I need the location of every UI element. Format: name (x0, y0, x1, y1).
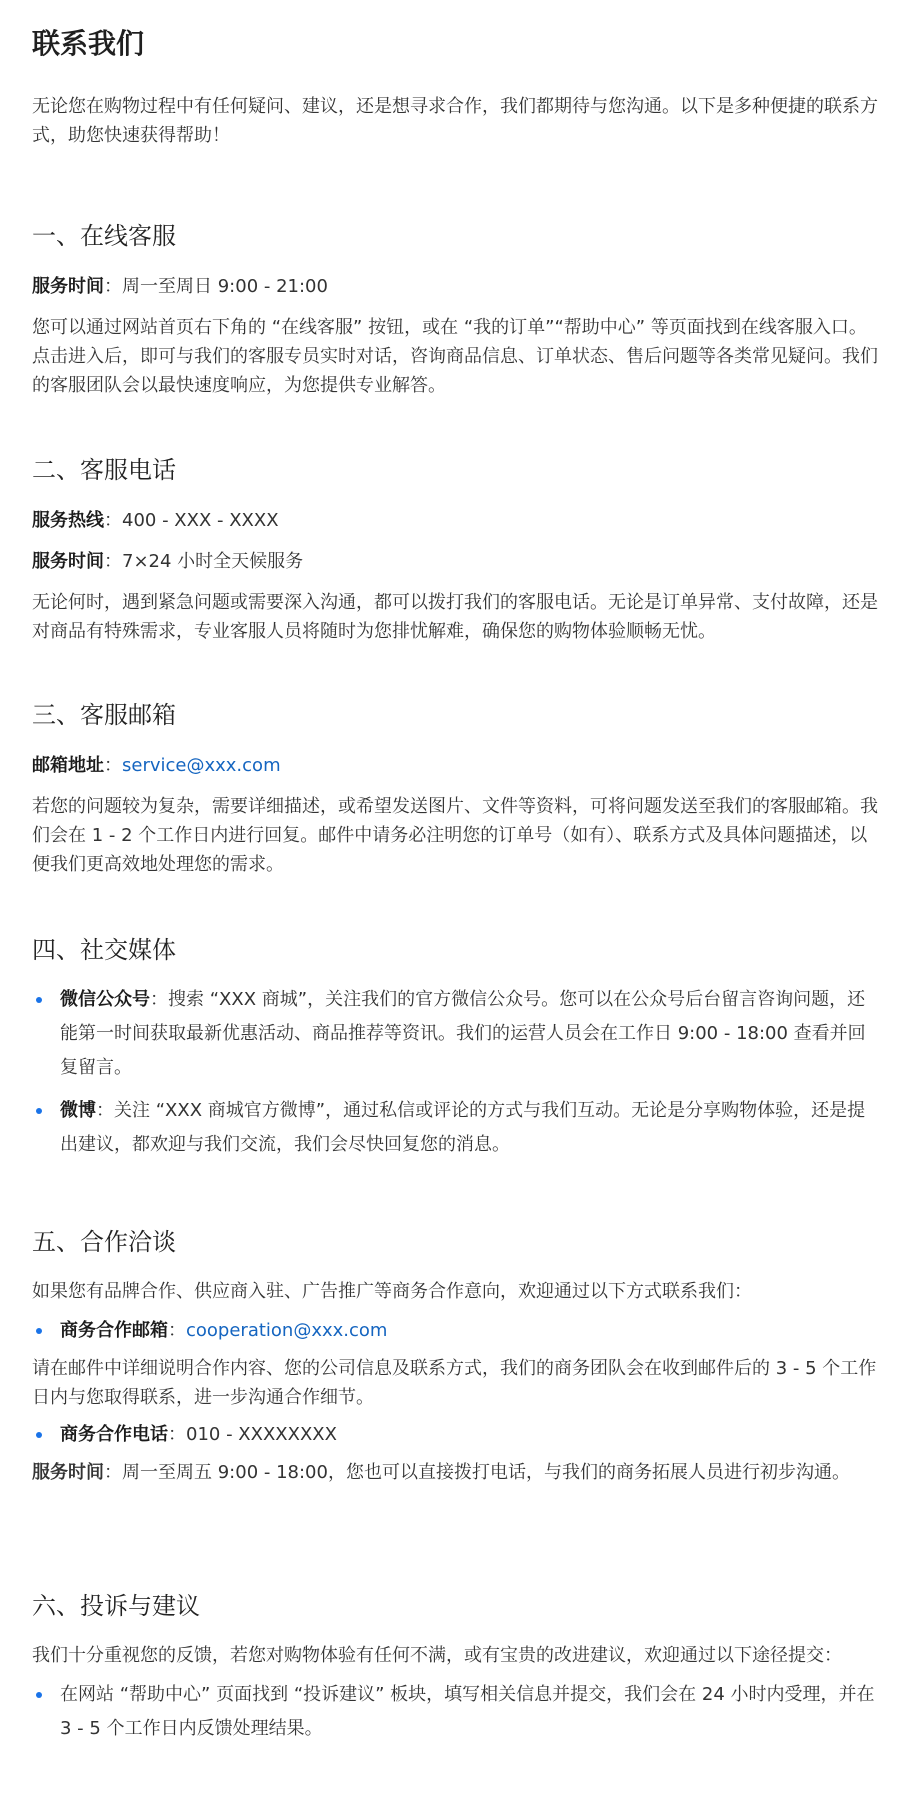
online-hours (32, 272, 880, 301)
wechat-label: 微信公众号 (60, 989, 150, 1010)
section-heading: 一、在线客服 (32, 222, 176, 250)
section-heading: 二、客服电话 (32, 456, 176, 484)
weibo-text: ：关注 “XXX 商城官方微博”，通过私信或评论的方式与我们互动。无论是分享购物体验，还是提出建议，都欢迎与我们交流，我们会尽快回复您的消息。 (60, 1100, 866, 1155)
list-item-complaint: 在网站 “帮助中心” 页面找到 “投诉建议” 板块，填写相关信息并提交，我们会在 24 小时内受理，并在 3 - 5 个工作日内反馈处理结果。 (32, 1678, 880, 1746)
list-item-coop-email (32, 1314, 880, 1348)
phone-hours (32, 547, 880, 576)
coop-phone-list (32, 1418, 880, 1452)
complaint-section (32, 1586, 880, 1746)
complaint-intro: 我们十分重视您的反馈，若您对购物体验有任何不满，或有宝贵的改进建议，欢迎通过以下途径提交： (32, 1645, 842, 1666)
coop-hours (32, 1458, 880, 1487)
coop-hours-label: 服务时间 (32, 1462, 104, 1483)
email-sep: ： (104, 755, 122, 776)
coop-email-link[interactable]: cooperation@xxx.com (186, 1320, 388, 1341)
coop-intro: 如果您有品牌合作、供应商入驻、广告推广等商务合作意向，欢迎通过以下方式联系我们： (32, 1281, 752, 1302)
coop-email-label: 商务合作邮箱 (60, 1320, 168, 1341)
email-row (32, 751, 880, 780)
list-item-weibo (32, 1094, 880, 1162)
weibo-label: 微博 (60, 1100, 96, 1121)
coop-phone-label: 商务合作电话 (60, 1424, 168, 1445)
hours-label: 服务时间 (32, 276, 104, 297)
cooperation-section (32, 1222, 880, 1487)
list-item-wechat (32, 983, 880, 1085)
complaint-list (32, 1678, 880, 1746)
hours-value: ：7×24 小时全天候服务 (104, 551, 304, 572)
intro-paragraph: 无论您在购物过程中有任何疑问、建议，还是想寻求合作，我们都期待与您沟通。以下是多种便捷的联系方式，助您快速获得帮助！ (32, 96, 878, 146)
section-heading: 三、客服邮箱 (32, 701, 176, 729)
hours-value: ：周一至周日 9:00 - 21:00 (104, 276, 328, 297)
email-description: 若您的问题较为复杂，需要详细描述，或希望发送图片、文件等资料，可将问题发送至我们的客服邮箱。我们会在 1 - 2 个工作日内进行回复。邮件中请务必注明您的订单号（如有）、联系方式及具体问题描述，以便我们更高效地处理您的需求。 (32, 796, 878, 875)
coop-email-sep: ： (168, 1320, 186, 1341)
hotline-label: 服务热线 (32, 510, 104, 531)
online-description: 您可以通过网站首页右下角的 “在线客服” 按钮，或在 “我的订单”“帮助中心” 等页面找到在线客服入口。点击进入后，即可与我们的客服专员实时对话，咨询商品信息、订单状态、售后问题等各类常见疑问。我们的客服团队会以最快速度响应，为您提供专业解答。 (32, 317, 878, 396)
wechat-text: ：搜索 “XXX 商城”，关注我们的官方微信公众号。您可以在公众号后台留言咨询问题，还能第一时间获取最新优惠活动、商品推荐等资讯。我们的运营人员会在工作日 9:00 - 18:00 查看并回复留言。 (60, 989, 866, 1078)
list-item-coop-phone (32, 1418, 880, 1452)
email-section (32, 695, 880, 879)
hotline-value: ：400 - XXX - XXXX (104, 510, 279, 531)
email-link[interactable]: service@xxx.com (122, 755, 281, 776)
coop-phone-value: ：010 - XXXXXXXX (168, 1424, 337, 1445)
social-list (32, 983, 880, 1162)
section-heading: 五、合作洽谈 (32, 1228, 176, 1256)
section-heading: 四、社交媒体 (32, 936, 176, 964)
phone-description: 无论何时，遇到紧急问题或需要深入沟通，都可以拨打我们的客服电话。无论是订单异常、支付故障，还是对商品有特殊需求，专业客服人员将随时为您排忧解难，确保您的购物体验顺畅无忧。 (32, 592, 878, 642)
social-section (32, 930, 880, 1162)
hotline (32, 506, 880, 535)
page-title: 联系我们 (32, 27, 145, 60)
phone-section (32, 450, 880, 646)
coop-email-list (32, 1314, 880, 1348)
hours-label: 服务时间 (32, 551, 104, 572)
section-heading: 六、投诉与建议 (32, 1592, 200, 1620)
intro-section (32, 92, 880, 150)
coop-hours-value: ：周一至周五 9:00 - 18:00，您也可以直接拨打电话，与我们的商务拓展人员进行初步沟通。 (104, 1462, 850, 1483)
coop-email-description: 请在邮件中详细说明合作内容、您的公司信息及联系方式，我们的商务团队会在收到邮件后的 3 - 5 个工作日内与您取得联系，进一步沟通合作细节。 (32, 1358, 877, 1408)
online-service-section (32, 216, 880, 400)
email-label: 邮箱地址 (32, 755, 104, 776)
